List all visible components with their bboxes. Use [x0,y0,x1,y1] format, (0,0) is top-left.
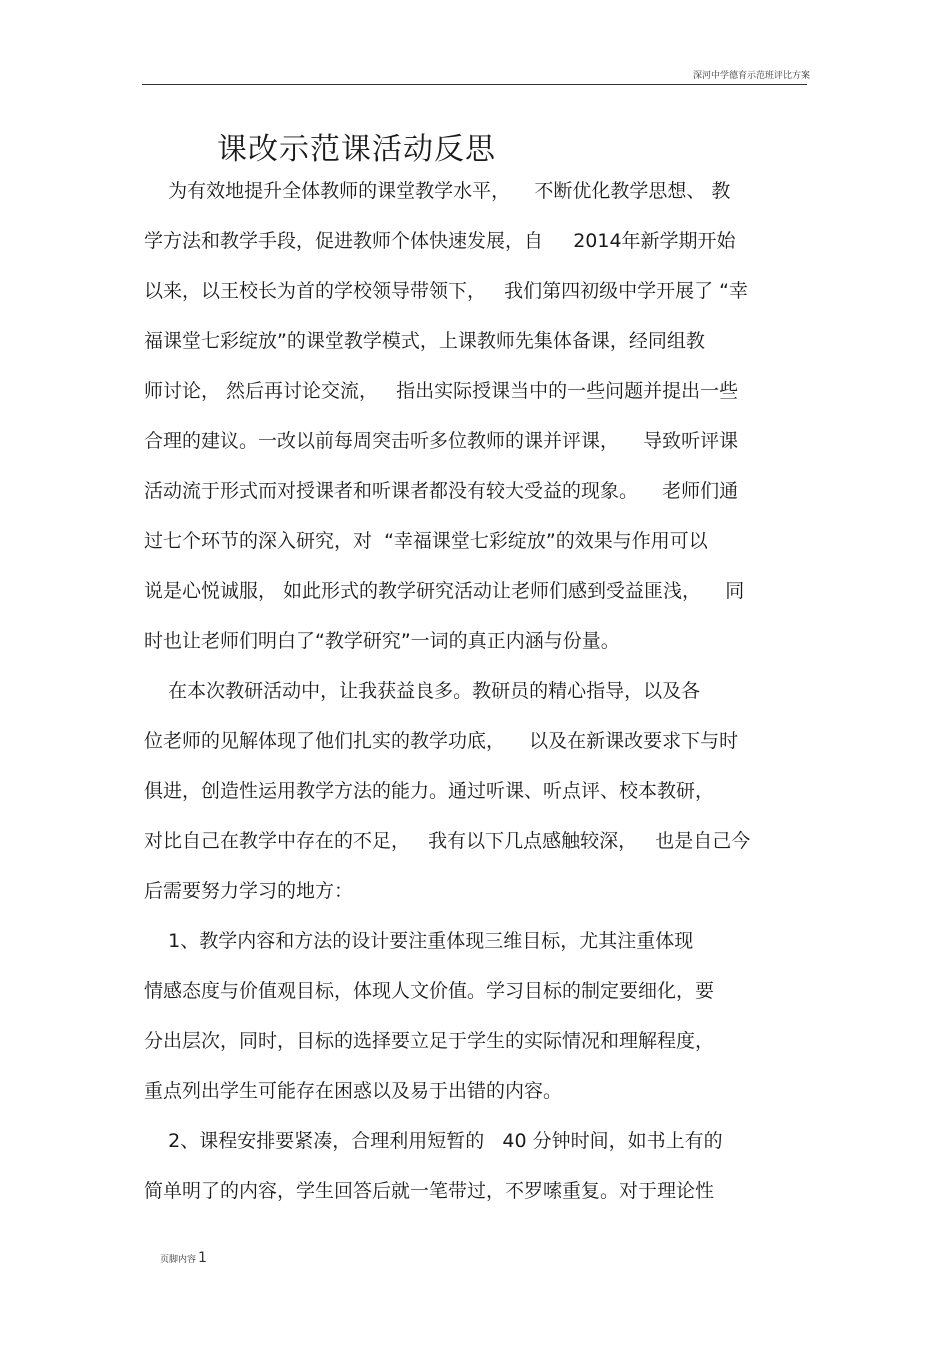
page-header: 深河中学德育示范班评比方案 [692,71,810,81]
text-line: 师讨论， 然后再讨论交流， 指出实际授课当中的一些问题并提出一些 [144,380,739,402]
text-line: 位老师的见解体现了他们扎实的教学功底， 以及在新课改要求下与时 [144,730,739,752]
page-footer [160,1250,207,1266]
text-line: 简单明了的内容，学生回答后就一笔带过，不罗嗦重复。对于理论性 [144,1180,715,1202]
text-line: 时也让老师们明白了“教学研究”一词的真正内涵与份量。 [144,630,620,652]
text-line: 为有效地提升全体教师的课堂教学水平， 不断优化教学思想、 教 [144,180,731,202]
text-line: 情感态度与价值观目标，体现人文价值。学习目标的制定要细化，要 [144,980,715,1002]
document-title: 课改示范课活动反思 [217,132,496,167]
text-line: 1、教学内容和方法的设计要注重体现三维目标，尤其注重体现 [144,930,694,952]
text-line: 后需要努力学习的地方： [144,880,354,902]
text-line: 重点列出学生可能存在困惑以及易于出错的内容。 [144,1080,563,1102]
text-line: 合理的建议。一改以前每周突击听多位教师的课并评课， 导致听评课 [144,430,739,452]
text-line: 以来，以王校长为首的学校领导带领下， 我们第四初级中学开展了 “幸 [144,280,749,302]
text-line: 分出层次，同时，目标的选择要立足于学生的实际情况和理解程度， [144,1030,715,1052]
page-number: 1 [198,1250,207,1266]
header-rule [142,84,807,85]
text-line: 福课堂七彩绽放”的课堂教学模式，上课教师先集体备课，经同组教 [144,330,705,352]
text-line: 对比自己在教学中存在的不足， 我有以下几点感触较深， 也是自己今 [144,830,751,852]
text-line: 学方法和教学手段，促进教师个体快速发展，自 2014年新学期开始 [144,230,736,252]
text-line: 活动流于形式而对授课者和听课者都没有较大受益的现象。 老师们通 [144,480,739,502]
text-line: 过七个环节的深入研究，对 “幸福课堂七彩绽放”的效果与作用可以 [144,530,708,552]
text-line: 俱进，创造性运用教学方法的能力。通过听课、听点评、校本教研， [144,780,715,802]
text-line: 说是心悦诚服， 如此形式的教学研究活动让老师们感到受益匪浅， 同 [144,580,745,602]
text-line: 在本次教研活动中，让我获益良多。教研员的精心指导，以及各 [144,680,701,702]
footer-label: 页脚内容 [160,1255,197,1265]
text-line: 2、课程安排要紧凑，合理利用短暂的 40 分钟时间，如书上有的 [144,1130,723,1152]
